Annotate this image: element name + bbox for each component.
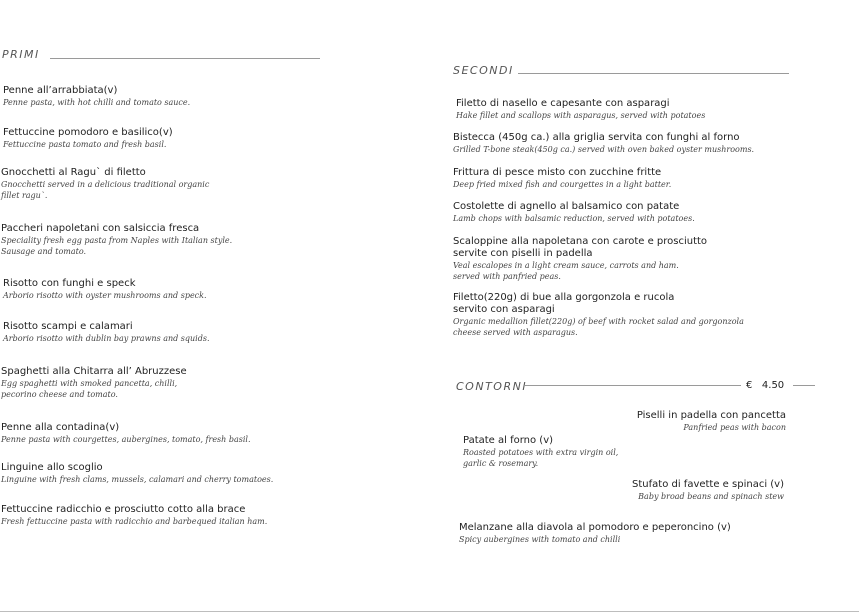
dish-description: garlic & rosemary.: [463, 459, 539, 468]
dish-name: Bistecca (450g ca.) alla griglia servita con funghi al forno: [453, 132, 740, 143]
dish-name: Paccheri napoletani con salsiccia fresca: [1, 223, 200, 234]
contorni-price: € 4.50: [746, 380, 785, 391]
secondi-item: [453, 132, 754, 155]
secondi-item: [456, 98, 705, 121]
secondi-item: [453, 167, 671, 190]
dish-name: Spaghetti alla Chitarra all’ Abruzzese: [1, 366, 187, 377]
primi-item: [1, 462, 273, 485]
dish-name: Risotto con funghi e speck: [3, 278, 136, 289]
contorni-title: CONTORNI: [456, 380, 528, 393]
dish-name: Costolette di agnello al balsamico con patate: [453, 201, 680, 212]
primi-item: [3, 321, 210, 344]
dish-name: servite con piselli in padella: [453, 248, 593, 259]
dish-name: Penne alla contadina(v): [1, 422, 120, 433]
secondi-item: [453, 292, 744, 338]
dish-description: fillet ragu`.: [1, 191, 48, 200]
secondi-item: [453, 236, 707, 282]
dish-name: Filetto di nasello e capesante con asparagi: [456, 98, 670, 109]
dish-name: Linguine allo scoglio: [1, 462, 103, 473]
dish-description: Speciality fresh egg pasta from Naples with Italian style.: [1, 236, 233, 245]
dish-name: Fettuccine pomodoro e basilico(v): [3, 127, 173, 138]
contorni-rule: [525, 385, 741, 386]
dish-description: Arborio risotto with dublin bay prawns and squids.: [3, 334, 210, 343]
dish-description: Gnocchetti served in a delicious traditional organic: [1, 180, 210, 189]
dish-name: Piselli in padella con pancetta: [636, 410, 786, 421]
dish-description: Spicy aubergines with tomato and chilli: [459, 535, 621, 544]
dish-name: Patate al forno (v): [463, 435, 554, 446]
dish-description: pecorino cheese and tomato.: [1, 390, 118, 399]
dish-description: Penne pasta, with hot chilli and tomato sauce.: [3, 98, 191, 107]
dish-name: Filetto(220g) di bue alla gorgonzola e rucola: [453, 292, 675, 303]
dish-description: Arborio risotto with oyster mushrooms and speck.: [3, 291, 207, 300]
primi-title: PRIMI: [2, 48, 40, 61]
primi-item: [3, 85, 190, 108]
dish-description: Baby broad beans and spinach stew: [638, 492, 784, 501]
secondi-item: [453, 201, 695, 224]
dish-name: Frittura di pesce misto con zucchine fritte: [453, 167, 662, 178]
secondi-rule: [518, 73, 789, 74]
dish-name: Fettuccine radicchio e prosciutto cotto alla brace: [1, 504, 246, 515]
dish-name: Risotto scampi e calamari: [3, 321, 133, 332]
dish-description: Panfried peas with bacon: [683, 423, 786, 432]
dish-description: Lamb chops with balsamic reduction, served with potatoes.: [453, 214, 695, 223]
dish-description: Linguine with fresh clams, mussels, calamari and cherry tomatoes.: [1, 475, 274, 484]
dish-description: Deep fried mixed fish and courgettes in a light batter.: [453, 180, 672, 189]
primi-item: [1, 422, 251, 445]
dish-description: Roasted potatoes with extra virgin oil,: [463, 448, 619, 457]
dish-description: Penne pasta with courgettes, aubergines, tomato, fresh basil.: [1, 435, 251, 444]
dish-description: Sausage and tomato.: [1, 247, 87, 256]
dish-description: Hake fillet and scallops with asparagus, served with potatoes: [456, 111, 706, 120]
primi-item: [3, 278, 207, 301]
primi-item: [1, 167, 209, 201]
primi-item: [1, 366, 187, 400]
dish-description: cheese served with asparagus.: [453, 328, 578, 337]
dish-description: served with panfried peas.: [453, 272, 561, 281]
dish-name: Scaloppine alla napoletana con carote e prosciutto: [453, 236, 708, 247]
primi-rule: [50, 58, 320, 59]
contorni-price-rule: [793, 385, 815, 386]
contorni-item: [459, 522, 731, 545]
dish-name: Melanzane alla diavola al pomodoro e peperoncino (v): [459, 522, 731, 533]
dish-description: Grilled T-bone steak(450g ca.) served with oven baked oyster mushrooms.: [453, 145, 755, 154]
dish-description: Organic medallion fillet(220g) of beef with rocket salad and gorgonzola: [453, 317, 744, 326]
primi-item: [3, 127, 173, 150]
primi-item: [1, 504, 267, 527]
dish-name: Stufato di favette e spinaci (v): [632, 479, 784, 490]
dish-name: Penne all’arrabbiata(v): [3, 85, 118, 96]
dish-description: Egg spaghetti with smoked pancetta, chilli,: [1, 379, 178, 388]
contorni-item: [637, 410, 786, 433]
contorni-item: [632, 479, 784, 502]
dish-description: Veal escalopes in a light cream sauce, carrots and ham.: [453, 261, 679, 270]
secondi-title: SECONDI: [453, 64, 514, 77]
dish-description: Fettuccine pasta tomato and fresh basil.: [3, 140, 167, 149]
dish-name: Gnocchetti al Ragu` di filetto: [1, 167, 146, 178]
contorni-item: [463, 435, 618, 469]
dish-description: Fresh fettuccine pasta with radicchio and barbequed italian ham.: [1, 517, 268, 526]
primi-item: [1, 223, 232, 257]
dish-name: servito con asparagi: [453, 304, 555, 315]
page-bottom-rule: [0, 611, 859, 612]
